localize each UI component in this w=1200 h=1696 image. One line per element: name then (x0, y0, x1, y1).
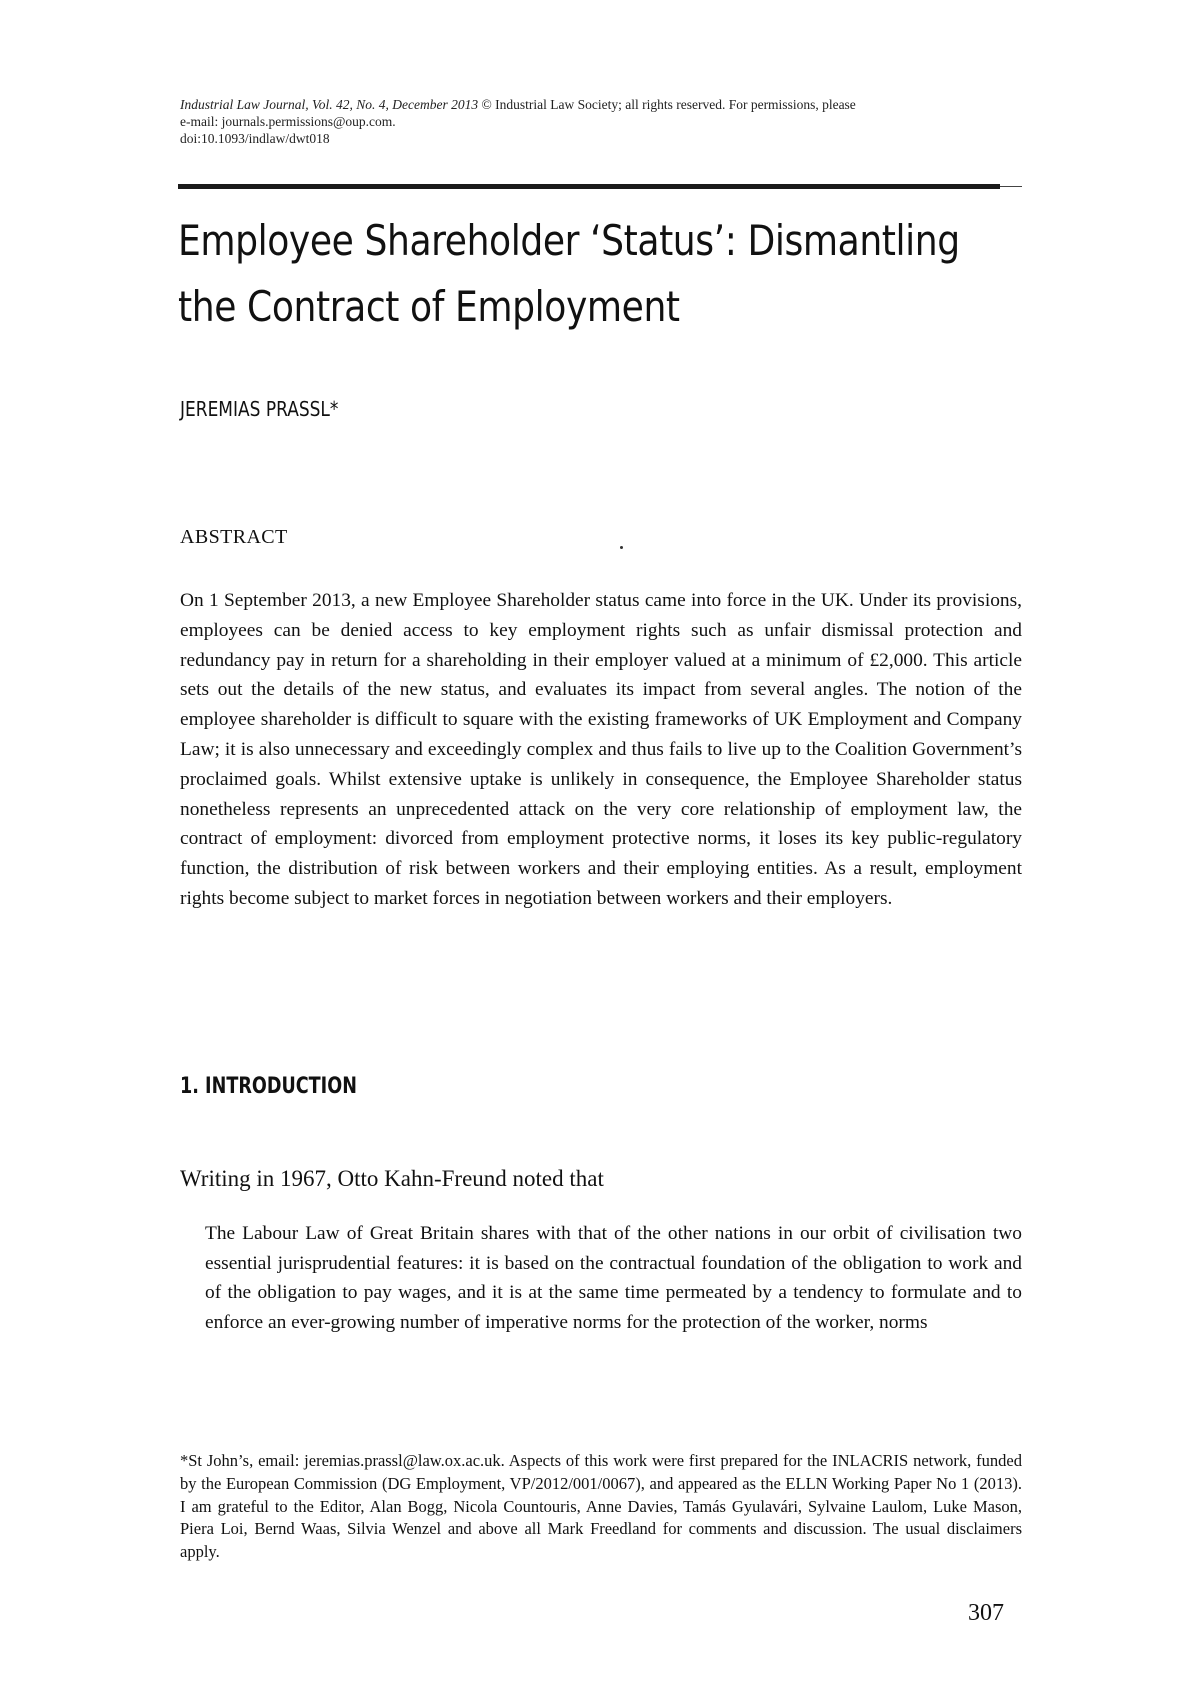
abstract-heading: ABSTRACT (180, 526, 288, 548)
article-title-line-1: Employee Shareholder ‘Status’: Dismantling (178, 216, 960, 265)
block-quote: The Labour Law of Great Britain shares with that of the other nations in our orbit of civilisation two essential jurisprudential features: it is based on the contractual foundation of the obligation to work and of the obligation to pay wages, and it is at the same time permeated by a tendency to formulate and to enforce an ever-growing number of imperative norms for the protection of the worker, norms (205, 1223, 1022, 1333)
article-title (178, 208, 960, 340)
journal-citation-line (180, 96, 1020, 113)
copyright-notice: © Industrial Law Society; all rights reserved. For permissions, please (481, 97, 856, 112)
header-rule-tail (1000, 186, 1022, 187)
doi: doi:10.1093/indlaw/dwt018 (180, 131, 330, 146)
abstract-body: On 1 September 2013, a new Employee Shareholder status came into force in the UK. Under its provisions, employees can be denied access to key employment rights such as unfair dismissal protection and redundancy pay in return for a shareholding in their employer valued at a minimum of £2,000. This article sets out the details of the new status, and evaluates its impact from several angles. The notion of the employee shareholder is difficult to square with the existing frameworks of UK Employment and Company Law; it is also unnecessary and exceedingly complex and thus fails to live up to the Coalition Government’s proclaimed goals. Whilst extensive uptake is unlikely in consequence, the Employee Shareholder status nonetheless represents an unprecedented attack on the very core relationship of employment law, the contract of employment: divorced from employment protective norms, it loses its key public-regulatory function, the distribution of risk between workers and their employing entities. As a result, employment rights become subject to market forces in negotiation between workers and their employers. (180, 590, 1022, 909)
article-title-line-2: the Contract of Employment (178, 282, 680, 331)
section-heading: 1. INTRODUCTION (180, 1074, 357, 1099)
scan-speck (620, 546, 623, 549)
permissions-email: e-mail: journals.permissions@oup.com. (180, 114, 396, 129)
intro-sentence: Writing in 1967, Otto Kahn-Freund noted that (180, 1166, 604, 1191)
journal-header (180, 96, 1020, 147)
author-footnote: *St John’s, email: jeremias.prassl@law.ox.ac.uk. Aspects of this work were first prepared for the INLACRIS network, funded by the European Commission (DG Employment, VP/2012/001/0067), and appeared as the ELLN Working Paper No 1 (2013). I am grateful to the Editor, Alan Bogg, Nicola Countouris, Anne Davies, Tamás Gyulavári, Sylvaine Laulom, Luke Mason, Piera Loi, Bernd Waas, Silvia Wenzel and above all Mark Freedland for comments and discussion. The usual disclaimers apply. (180, 1451, 1022, 1562)
header-rule (178, 184, 1000, 189)
page-number: 307 (968, 1600, 1004, 1626)
author-name: JEREMIAS PRASSL* (180, 397, 339, 421)
journal-citation: Industrial Law Journal, Vol. 42, No. 4, December 2013 (180, 97, 479, 112)
